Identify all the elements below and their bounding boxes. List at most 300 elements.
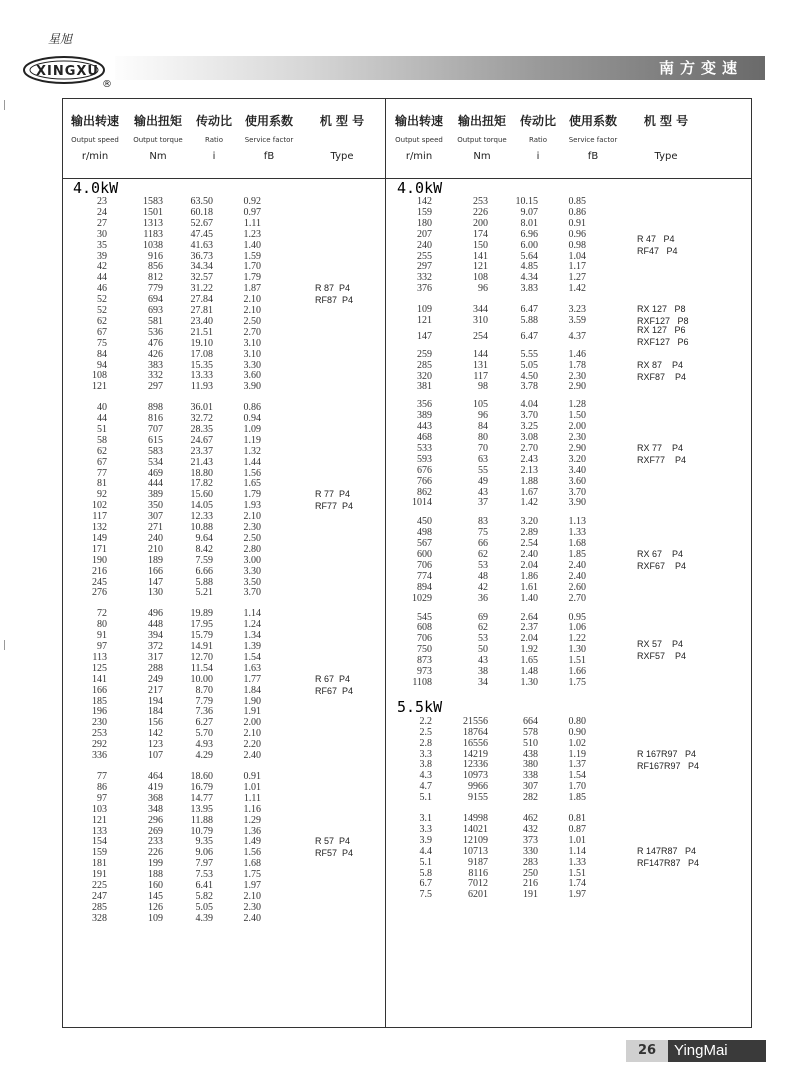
ratio-cell: 2.89 — [520, 527, 538, 539]
speed-cell: 247 — [92, 890, 107, 902]
torque-cell: 350 — [148, 500, 163, 512]
ratio-cell: 5.70 — [195, 728, 213, 740]
ratio-cell: 6.47 — [520, 330, 538, 342]
col-torque-zh: 输出扭矩 — [457, 114, 506, 128]
ratio-cell: 1.88 — [520, 475, 538, 487]
speed-cell: 149 — [92, 532, 107, 544]
speed-cell: 766 — [417, 475, 432, 487]
table-row — [396, 593, 596, 605]
torque-cell: 1313 — [143, 217, 163, 229]
factor-cell: 1.68 — [243, 858, 261, 870]
torque-cell: 36 — [478, 592, 488, 604]
type-label: RF67 P4 — [315, 685, 354, 696]
torque-cell: 269 — [148, 825, 163, 837]
speed-cell: 332 — [417, 272, 432, 284]
speed-cell: 67 — [97, 326, 107, 338]
ratio-cell: 18.80 — [190, 467, 213, 479]
factor-cell: 1.51 — [568, 867, 586, 879]
factor-cell: 1.78 — [568, 359, 586, 371]
type-label: RF87 P4 — [315, 295, 354, 306]
torque-cell: 9187 — [468, 856, 488, 868]
factor-cell: 0.86 — [568, 206, 586, 218]
torque-cell: 16556 — [463, 737, 488, 749]
torque-cell: 10973 — [463, 770, 488, 782]
ratio-cell: 4.04 — [520, 399, 538, 411]
factor-cell: 0.98 — [568, 239, 586, 251]
type-label: R 57 P4 — [315, 836, 351, 847]
type-label: RX 127 P6 — [637, 325, 686, 336]
torque-cell: 109 — [148, 912, 163, 924]
factor-cell: 2.10 — [243, 890, 261, 902]
ratio-cell: 27.84 — [190, 294, 213, 306]
factor-cell: 3.10 — [243, 348, 261, 360]
ratio-cell: 21.43 — [190, 456, 213, 468]
torque-cell: 240 — [148, 532, 163, 544]
ratio-cell: 4.39 — [195, 912, 213, 924]
factor-cell: 1.11 — [243, 792, 261, 804]
speed-cell: 80 — [97, 619, 107, 631]
speed-cell: 191 — [92, 869, 107, 881]
torque-cell: 105 — [473, 399, 488, 411]
ratio-cell: 8.70 — [195, 684, 213, 696]
factor-cell: 3.30 — [243, 359, 261, 371]
speed-cell: 5.8 — [419, 867, 432, 879]
header-bar — [115, 56, 765, 80]
ratio-cell: 52.67 — [190, 217, 213, 229]
ratio-cell: 5.64 — [520, 250, 538, 262]
ratio-cell: 10.88 — [190, 522, 213, 534]
speed-cell: 121 — [417, 314, 432, 326]
speed-cell: 873 — [417, 655, 432, 667]
torque-cell: 812 — [148, 272, 163, 284]
ratio-cell: 32.57 — [190, 272, 213, 284]
ratio-cell: 9.64 — [195, 532, 213, 544]
factor-cell: 1.30 — [568, 644, 586, 656]
factor-cell: 3.90 — [568, 497, 586, 509]
ratio-cell: 16.79 — [190, 781, 213, 793]
ratio-cell: 283 — [523, 856, 538, 868]
factor-cell: 0.92 — [243, 196, 261, 207]
torque-cell: 200 — [473, 217, 488, 229]
type-label: RX 87 P4 — [637, 359, 684, 370]
speed-cell: 450 — [417, 516, 432, 528]
torque-cell: 536 — [148, 326, 163, 338]
torque-cell: 53 — [478, 559, 488, 571]
factor-cell: 2.70 — [243, 326, 261, 338]
torque-cell: 6201 — [468, 889, 488, 901]
ratio-cell: 5.21 — [195, 587, 213, 599]
factor-cell: 1.79 — [243, 272, 261, 284]
torque-cell: 307 — [148, 511, 163, 523]
page-footer — [626, 1040, 766, 1062]
factor-cell: 0.96 — [568, 228, 586, 240]
speed-cell: 245 — [92, 576, 107, 588]
factor-cell: 1.16 — [243, 803, 261, 815]
speed-cell: 225 — [92, 880, 107, 891]
speed-cell: 44 — [97, 413, 107, 425]
factor-cell: 1.36 — [243, 825, 261, 837]
ratio-cell: 7.36 — [195, 706, 213, 718]
speed-cell: 141 — [92, 673, 107, 685]
ratio-cell: 7.59 — [195, 554, 213, 566]
torque-cell: 123 — [148, 739, 163, 751]
ratio-cell: 17.82 — [190, 478, 213, 490]
speed-cell: 97 — [97, 641, 107, 653]
col-factor-zh: 使用系数 — [244, 114, 293, 128]
ratio-cell: 3.83 — [520, 283, 538, 295]
speed-cell: 259 — [417, 348, 432, 360]
torque-cell: 38 — [478, 666, 488, 678]
factor-cell: 1.14 — [568, 845, 586, 857]
ratio-cell: 47.45 — [190, 228, 213, 240]
speed-cell: 230 — [92, 717, 107, 729]
ratio-cell: 12.33 — [190, 511, 213, 523]
factor-cell: 1.37 — [568, 759, 586, 771]
ratio-cell: 3.25 — [520, 421, 538, 433]
torque-cell: 233 — [148, 836, 163, 848]
torque-cell: 145 — [148, 890, 163, 902]
ratio-cell: 19.10 — [190, 337, 213, 349]
ratio-cell: 34.34 — [190, 261, 213, 273]
factor-cell: 1.54 — [243, 651, 261, 663]
torque-cell: 856 — [148, 261, 163, 273]
factor-cell: 3.50 — [243, 576, 261, 588]
factor-cell: 1.74 — [568, 878, 586, 890]
ratio-cell: 9.06 — [195, 847, 213, 859]
ratio-cell: 27.81 — [190, 305, 213, 316]
ratio-cell: 250 — [523, 867, 538, 879]
factor-cell: 1.24 — [243, 619, 261, 631]
speed-cell: 3.8 — [419, 759, 432, 771]
speed-cell: 108 — [92, 370, 107, 382]
speed-cell: 593 — [417, 453, 432, 465]
speed-cell: 30 — [97, 228, 107, 240]
factor-cell: 1.33 — [568, 527, 586, 539]
type-label: R 47 P4 — [637, 234, 675, 245]
speed-cell: 1108 — [412, 676, 432, 688]
ratio-cell: 2.70 — [520, 442, 538, 454]
speed-cell: 62 — [97, 315, 107, 327]
factor-cell: 1.70 — [243, 261, 261, 273]
ratio-cell: 6.47 — [520, 304, 538, 316]
factor-cell: 2.50 — [243, 315, 261, 327]
speed-cell: 121 — [92, 381, 107, 393]
ratio-cell: 14.77 — [190, 792, 213, 804]
torque-cell: 142 — [148, 728, 163, 740]
torque-cell: 69 — [478, 611, 488, 623]
factor-cell: 1.50 — [568, 410, 586, 422]
torque-cell: 62 — [478, 622, 488, 634]
torque-cell: 43 — [478, 486, 488, 498]
ratio-cell: 36.01 — [190, 402, 213, 414]
speed-cell: 706 — [417, 559, 432, 571]
speed-cell: 216 — [92, 565, 107, 577]
torque-cell: 348 — [148, 803, 163, 815]
ratio-cell: 380 — [523, 759, 538, 771]
speed-cell: 72 — [97, 608, 107, 620]
torque-cell: 288 — [148, 662, 163, 674]
col-torque-zh: 输出扭矩 — [133, 114, 182, 128]
torque-cell: 383 — [148, 359, 163, 371]
speed-cell: 84 — [97, 348, 107, 360]
factor-cell: 2.30 — [243, 522, 261, 534]
ratio-cell: 1.48 — [520, 666, 538, 678]
factor-cell: 0.81 — [568, 813, 586, 825]
col-factor-zh: 使用系数 — [568, 114, 617, 128]
speed-cell: 190 — [92, 554, 107, 566]
speed-cell: 23 — [97, 196, 107, 207]
ratio-cell: 8.42 — [195, 543, 213, 555]
ratio-cell: 7.53 — [195, 869, 213, 881]
speed-cell: 102 — [92, 500, 107, 512]
factor-cell: 2.00 — [568, 421, 586, 433]
col-speed-zh: 输出转速 — [70, 114, 119, 128]
speed-cell: 113 — [92, 651, 107, 663]
torque-cell: 615 — [148, 434, 163, 446]
factor-cell: 2.90 — [568, 381, 586, 393]
speed-cell: 862 — [417, 486, 432, 498]
factor-cell: 1.54 — [568, 770, 586, 782]
factor-cell: 2.70 — [568, 592, 586, 604]
ratio-cell: 3.78 — [520, 381, 538, 393]
factor-cell: 2.40 — [243, 750, 261, 762]
factor-cell: 1.65 — [243, 478, 261, 490]
speed-cell: 159 — [92, 847, 107, 859]
col-ratio-unit: i — [212, 151, 216, 162]
ratio-cell: 5.88 — [520, 314, 538, 326]
ratio-cell: 373 — [523, 834, 538, 846]
ratio-cell: 23.37 — [190, 445, 213, 457]
ratio-cell: 1.67 — [520, 486, 538, 498]
col-ratio-unit: i — [536, 151, 540, 162]
factor-cell: 1.85 — [568, 792, 586, 804]
col-ratio-zh: 传动比 — [519, 114, 556, 128]
type-label: RXF67 P4 — [637, 561, 687, 571]
speed-cell: 320 — [417, 370, 432, 382]
ratio-cell: 32.72 — [190, 413, 213, 425]
col-ratio-en: Ratio — [205, 136, 223, 144]
type-label: RF147R87 P4 — [637, 857, 700, 868]
speed-cell: 545 — [417, 611, 432, 623]
factor-cell: 3.23 — [568, 304, 586, 316]
ratio-cell: 63.50 — [190, 196, 213, 207]
factor-cell: 1.56 — [243, 467, 261, 479]
torque-cell: 707 — [148, 423, 163, 435]
torque-cell: 581 — [148, 315, 163, 327]
torque-cell: 96 — [478, 283, 488, 295]
factor-cell: 3.60 — [568, 475, 586, 487]
speed-cell: 207 — [417, 228, 432, 240]
torque-cell: 194 — [148, 695, 163, 707]
factor-cell: 2.10 — [243, 294, 261, 306]
factor-cell: 1.51 — [568, 655, 586, 667]
ratio-cell: 23.40 — [190, 315, 213, 327]
factor-cell: 3.00 — [243, 554, 261, 566]
speed-cell: 159 — [417, 206, 432, 218]
factor-cell: 2.00 — [243, 717, 261, 729]
torque-cell: 12109 — [463, 834, 488, 846]
ratio-cell: 5.82 — [195, 890, 213, 902]
speed-cell: 132 — [92, 522, 107, 534]
speed-cell: 4.3 — [419, 770, 432, 782]
torque-cell: 150 — [473, 239, 488, 251]
speed-cell: 533 — [417, 442, 432, 454]
factor-cell: 1.97 — [243, 880, 261, 891]
torque-cell: 70 — [478, 442, 488, 454]
torque-cell: 1183 — [143, 228, 163, 240]
type-label: RX 57 P4 — [637, 638, 684, 649]
torque-cell: 84 — [478, 421, 488, 433]
speed-cell: 142 — [417, 196, 432, 207]
torque-cell: 121 — [473, 261, 488, 273]
section-label: 5.5kW — [397, 697, 443, 716]
ratio-cell: 1.42 — [520, 497, 538, 509]
torque-cell: 12336 — [463, 759, 488, 771]
speed-cell: 117 — [92, 511, 107, 523]
logo-emblem-icon — [18, 30, 118, 92]
speed-cell: 180 — [417, 217, 432, 229]
torque-cell: 253 — [473, 196, 488, 207]
ratio-cell: 11.54 — [190, 662, 213, 674]
factor-cell: 2.90 — [568, 442, 586, 454]
type-label: RXF77 P4 — [637, 454, 687, 465]
speed-cell: 894 — [417, 581, 432, 593]
torque-cell: 296 — [148, 814, 163, 826]
col-ratio-zh: 传动比 — [195, 114, 232, 128]
factor-cell: 3.20 — [568, 453, 586, 465]
speed-cell: 35 — [97, 239, 107, 251]
factor-cell: 1.85 — [568, 549, 586, 561]
ratio-cell: 7.97 — [195, 858, 213, 870]
speed-cell: 2.2 — [419, 715, 432, 727]
torque-cell: 816 — [148, 413, 163, 425]
factor-cell: 1.70 — [568, 781, 586, 793]
torque-cell: 254 — [473, 330, 488, 342]
table-row — [396, 283, 596, 295]
left-header — [63, 99, 393, 179]
factor-cell: 1.22 — [568, 633, 586, 645]
table-row — [396, 331, 596, 343]
speed-cell: 171 — [92, 543, 107, 555]
torque-cell: 131 — [473, 359, 488, 371]
ratio-cell: 307 — [523, 781, 538, 793]
table-row — [71, 381, 271, 393]
speed-cell: 498 — [417, 527, 432, 539]
speed-cell: 39 — [97, 250, 107, 262]
speed-cell: 706 — [417, 633, 432, 645]
speed-cell: 92 — [97, 489, 107, 501]
factor-cell: 1.17 — [568, 261, 586, 273]
col-speed-zh: 输出转速 — [394, 114, 443, 128]
ratio-cell: 3.20 — [520, 516, 538, 528]
factor-cell: 1.19 — [568, 748, 586, 760]
speed-cell: 774 — [417, 570, 432, 582]
factor-cell: 1.14 — [243, 608, 261, 620]
torque-cell: 174 — [473, 228, 488, 240]
ratio-cell: 19.89 — [190, 608, 213, 620]
type-label: RXF127 P8 — [637, 316, 689, 326]
ratio-cell: 15.60 — [190, 489, 213, 501]
factor-cell: 1.97 — [568, 889, 586, 901]
ratio-cell: 330 — [523, 845, 538, 857]
factor-cell: 2.40 — [568, 559, 586, 571]
factor-cell: 1.63 — [243, 662, 261, 674]
torque-cell: 317 — [148, 651, 163, 663]
type-label: RXF87 P4 — [637, 371, 687, 382]
ratio-cell: 8.01 — [520, 217, 538, 229]
torque-cell: 83 — [478, 516, 488, 528]
factor-cell: 3.10 — [243, 337, 261, 349]
speed-cell: 240 — [417, 239, 432, 251]
torque-cell: 297 — [148, 381, 163, 393]
torque-cell: 63 — [478, 453, 488, 465]
col-torque-unit: Nm — [149, 151, 167, 162]
factor-cell: 1.49 — [243, 836, 261, 848]
col-torque-en: Output torque — [457, 136, 507, 144]
torque-cell: 43 — [478, 655, 488, 667]
ratio-cell: 191 — [523, 889, 538, 901]
ratio-cell: 60.18 — [190, 206, 213, 218]
speed-cell: 4.7 — [419, 781, 432, 793]
speed-cell: 7.5 — [419, 889, 432, 901]
type-label: RX 67 P4 — [637, 549, 684, 559]
factor-cell: 0.97 — [243, 206, 261, 218]
factor-cell: 1.09 — [243, 423, 261, 435]
torque-cell: 117 — [473, 370, 488, 382]
factor-cell: 1.29 — [243, 814, 261, 826]
speed-cell: 51 — [97, 423, 107, 435]
ratio-cell: 1.86 — [520, 570, 538, 582]
torque-cell: 249 — [148, 673, 163, 685]
speed-cell: 52 — [97, 305, 107, 316]
torque-cell: 14021 — [463, 823, 488, 835]
factor-cell: 1.23 — [243, 228, 261, 240]
speed-cell: 77 — [97, 467, 107, 479]
factor-cell: 0.87 — [568, 823, 586, 835]
type-label: RF77 P4 — [315, 501, 354, 512]
torque-cell: 368 — [148, 792, 163, 804]
ratio-cell: 4.85 — [520, 261, 538, 273]
ratio-cell: 2.43 — [520, 453, 538, 465]
factor-cell: 0.86 — [243, 402, 261, 414]
factor-cell: 2.40 — [568, 570, 586, 582]
type-label: RF167R97 P4 — [637, 760, 700, 771]
ratio-cell: 6.00 — [520, 239, 538, 251]
torque-cell: 34 — [478, 676, 488, 688]
factor-cell: 1.79 — [243, 489, 261, 501]
speed-cell: 4.4 — [419, 845, 432, 857]
torque-cell: 66 — [478, 538, 488, 550]
col-factor-unit: fB — [263, 151, 275, 162]
factor-cell: 1.90 — [243, 695, 261, 707]
torque-cell: 80 — [478, 432, 488, 444]
speed-cell: 973 — [417, 666, 432, 678]
speed-cell: 181 — [92, 858, 107, 870]
factor-cell: 0.91 — [243, 771, 261, 782]
torque-cell: 10713 — [463, 845, 488, 857]
torque-cell: 98 — [478, 381, 488, 393]
torque-cell: 694 — [148, 294, 163, 306]
col-model-zh: 机 型 号 — [643, 114, 689, 128]
factor-cell: 2.40 — [243, 912, 261, 924]
factor-cell: 1.27 — [568, 272, 586, 284]
factor-cell: 1.59 — [243, 250, 261, 262]
torque-cell: 55 — [478, 464, 488, 476]
factor-cell: 1.02 — [568, 737, 586, 749]
col-ratio-en: Ratio — [529, 136, 547, 144]
torque-cell: 9155 — [468, 792, 488, 804]
torque-cell: 42 — [478, 581, 488, 593]
